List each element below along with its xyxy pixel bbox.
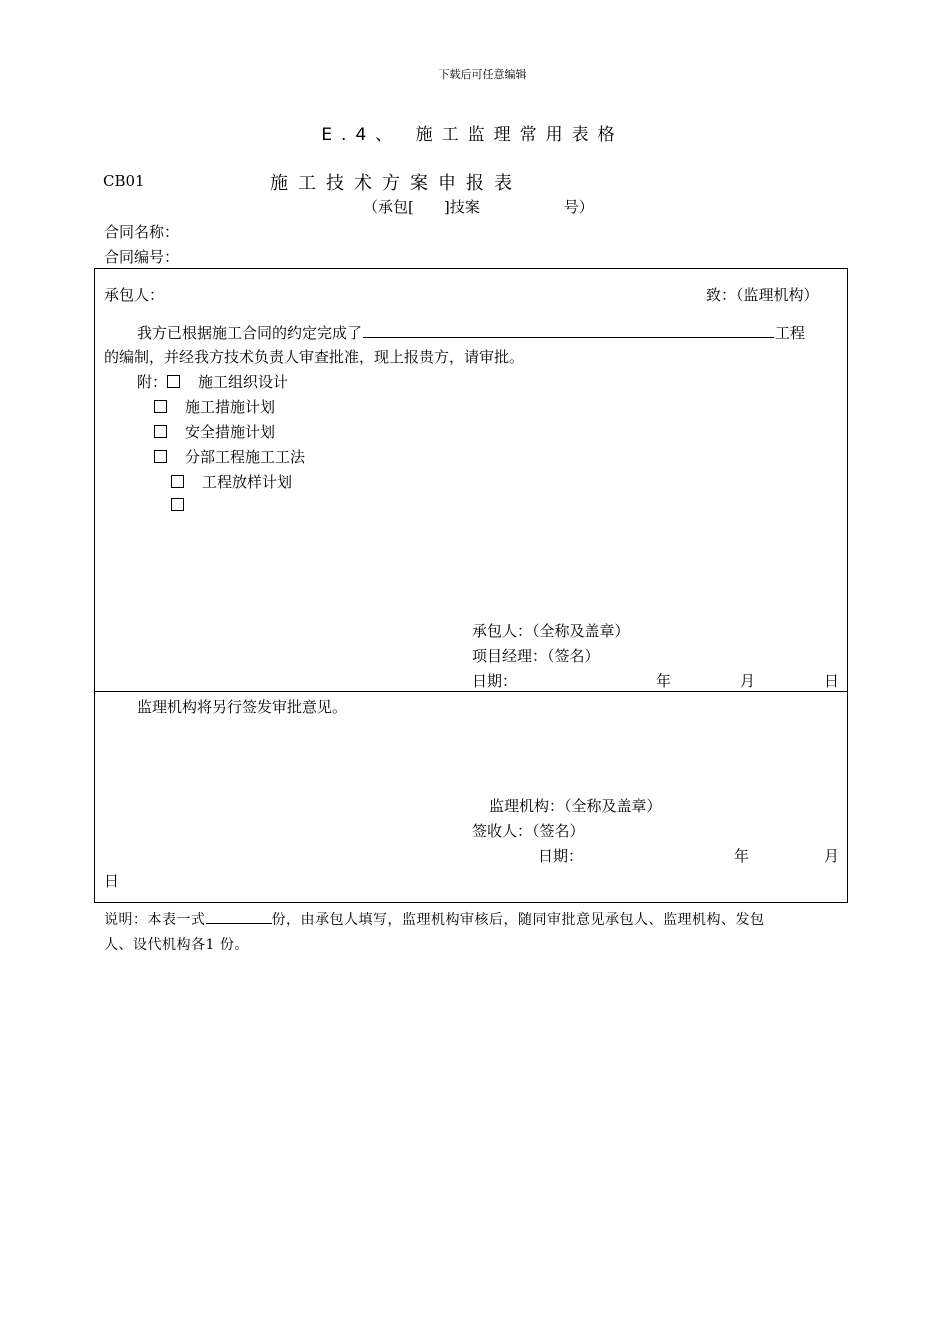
contractor-label: 承包人： xyxy=(104,286,165,304)
note-suffix: 份，由承包人填写，监理机构审核后，随同审批意见承包人、监理机构、发包 xyxy=(271,912,765,928)
manager-signature-label: 项目经理：（签名） xyxy=(472,647,600,665)
attachment-item xyxy=(171,496,186,514)
month-label: 月 xyxy=(824,847,840,865)
copies-blank[interactable] xyxy=(206,910,272,924)
day-label: 日 xyxy=(104,872,120,890)
checkbox[interactable] xyxy=(171,498,184,511)
year-label: 年 xyxy=(734,847,750,865)
attachment-item xyxy=(137,371,288,392)
year-label: 年 xyxy=(656,672,672,690)
project-name-blank[interactable] xyxy=(363,323,774,338)
serial-prefix: （承包[ xyxy=(363,198,414,216)
note-line-2: 人、设代机构各1 份。 xyxy=(104,937,249,953)
to-supervisor-label: 致：（监理机构） xyxy=(706,286,819,304)
body-start: 我方已根据施工合同的约定完成了 xyxy=(137,324,363,342)
body-line-1 xyxy=(137,322,805,343)
attachment-label: 施工组织设计 xyxy=(198,373,289,391)
form-divider xyxy=(94,691,848,692)
note-line-1 xyxy=(104,909,765,929)
note-prefix: 说明：本表一式 xyxy=(104,912,206,928)
supervisor-org-signature-label: 监理机构：（全称及盖章） xyxy=(489,797,662,815)
attachment-item xyxy=(171,471,292,492)
attachment-label: 施工措施计划 xyxy=(185,398,276,416)
checkbox[interactable] xyxy=(171,475,184,488)
attachment-item xyxy=(154,396,275,417)
body-end-word: 工程 xyxy=(775,324,806,342)
attachment-label: 分部工程施工工法 xyxy=(185,448,306,466)
contract-no-label: 合同编号： xyxy=(104,248,180,266)
header-note: 下载后可任意编辑 xyxy=(438,68,527,81)
attachment-label: 工程放样计划 xyxy=(202,473,293,491)
form-title: 施工技术方案申报表 xyxy=(270,173,522,194)
contract-name-label: 合同名称： xyxy=(104,223,180,241)
serial-suffix: 号） xyxy=(563,198,594,216)
attachment-label: 安全措施计划 xyxy=(185,423,276,441)
checkbox[interactable] xyxy=(154,450,167,463)
checkbox[interactable] xyxy=(154,400,167,413)
date-label: 日期： xyxy=(538,847,584,865)
month-label: 月 xyxy=(740,672,756,690)
serial-middle: ]技案 xyxy=(443,198,480,216)
checkbox[interactable] xyxy=(167,375,180,388)
date-label: 日期： xyxy=(472,672,518,690)
section-title: E.4、 施工监理常用表格 xyxy=(321,125,624,145)
form-code: CB01 xyxy=(103,172,145,190)
supervisor-opinion: 监理机构将另行签发审批意见。 xyxy=(137,698,348,716)
body-line-2: 的编制，并经我方技术负责人审查批准，现上报贵方，请审批。 xyxy=(104,348,525,366)
attach-label: 附： xyxy=(137,373,168,391)
checkbox[interactable] xyxy=(154,425,167,438)
attachment-item xyxy=(154,421,275,442)
contractor-signature-label: 承包人：（全称及盖章） xyxy=(472,622,630,640)
receiver-signature-label: 签收人：（签名） xyxy=(472,822,585,840)
day-label: 日 xyxy=(824,672,840,690)
attachment-item xyxy=(154,446,305,467)
serial-number-line xyxy=(363,196,594,217)
